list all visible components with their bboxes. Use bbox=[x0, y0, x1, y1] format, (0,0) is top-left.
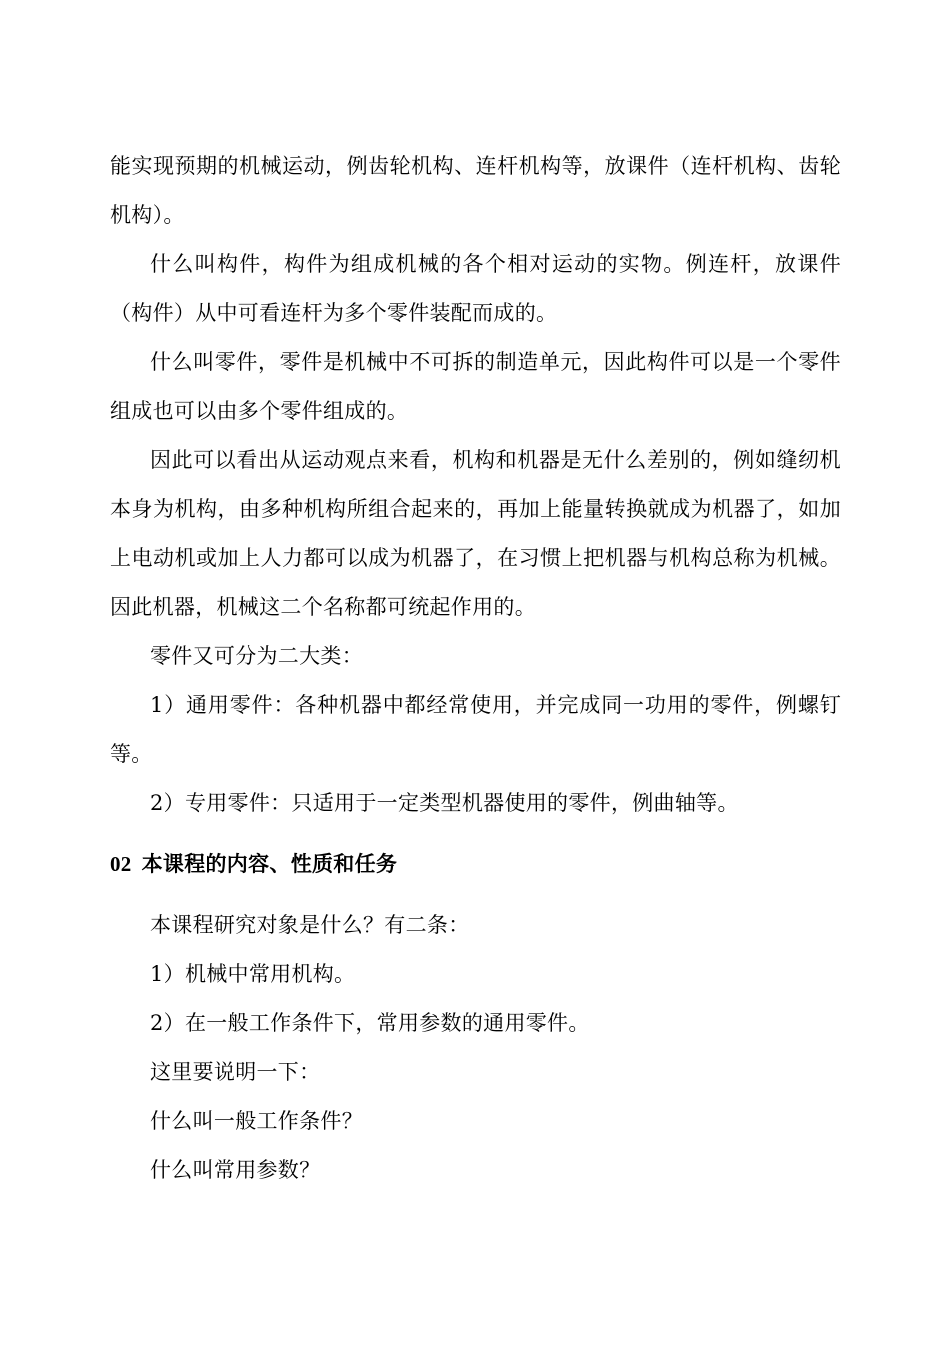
list-item-common-mechanisms: 1）机械中常用机构。 bbox=[150, 962, 356, 986]
list-item-common-parts: 2）在一般工作条件下，常用参数的通用零件。 bbox=[150, 1011, 590, 1035]
paragraph-explanation: 这里要说明一下： bbox=[150, 1060, 321, 1084]
list-item-general-parts: 1）通用零件：各种机器中都经常使用，并完成同一功用的零件，例螺钉等。 bbox=[110, 693, 841, 766]
question-common-parameters: 什么叫常用参数？ bbox=[150, 1158, 321, 1182]
paragraph-continued: 能实现预期的机械运动，例齿轮机构、连杆机构等，放课件（连杆机构、齿轮机构）。 bbox=[110, 154, 841, 227]
paragraph-part-definition: 什么叫零件，零件是机械中不可拆的制造单元，因此构件可以是一个零件组成也可以由多个零件组成的。 bbox=[110, 350, 841, 423]
section-heading bbox=[110, 840, 841, 889]
section-title: 本课程的内容、性质和任务 bbox=[141, 852, 398, 876]
paragraph-part-categories: 零件又可分为二大类： bbox=[150, 644, 363, 668]
question-working-conditions: 什么叫一般工作条件？ bbox=[150, 1109, 363, 1133]
section-number: 02 bbox=[110, 852, 132, 876]
paragraph-component-definition: 什么叫构件，构件为组成机械的各个相对运动的实物。例连杆，放课件（构件）从中可看连杆为多个零件装配而成的。 bbox=[110, 252, 841, 325]
document-body bbox=[110, 142, 841, 1195]
list-item-special-parts: 2）专用零件：只适用于一定类型机器使用的零件，例曲轴等。 bbox=[150, 791, 739, 815]
paragraph-machine-mechanism: 因此可以看出从运动观点来看，机构和机器是无什么差别的，例如缝纫机本身为机构，由多种机构所组合起来的，再加上能量转换就成为机器了，如加上电动机或加上人力都可以成为机器了，在习惯上把机器与机构总称为机械。因此机器，机械这二个名称都可统起作用的。 bbox=[110, 448, 841, 619]
paragraph-research-objects: 本课程研究对象是什么？有二条： bbox=[150, 913, 470, 937]
